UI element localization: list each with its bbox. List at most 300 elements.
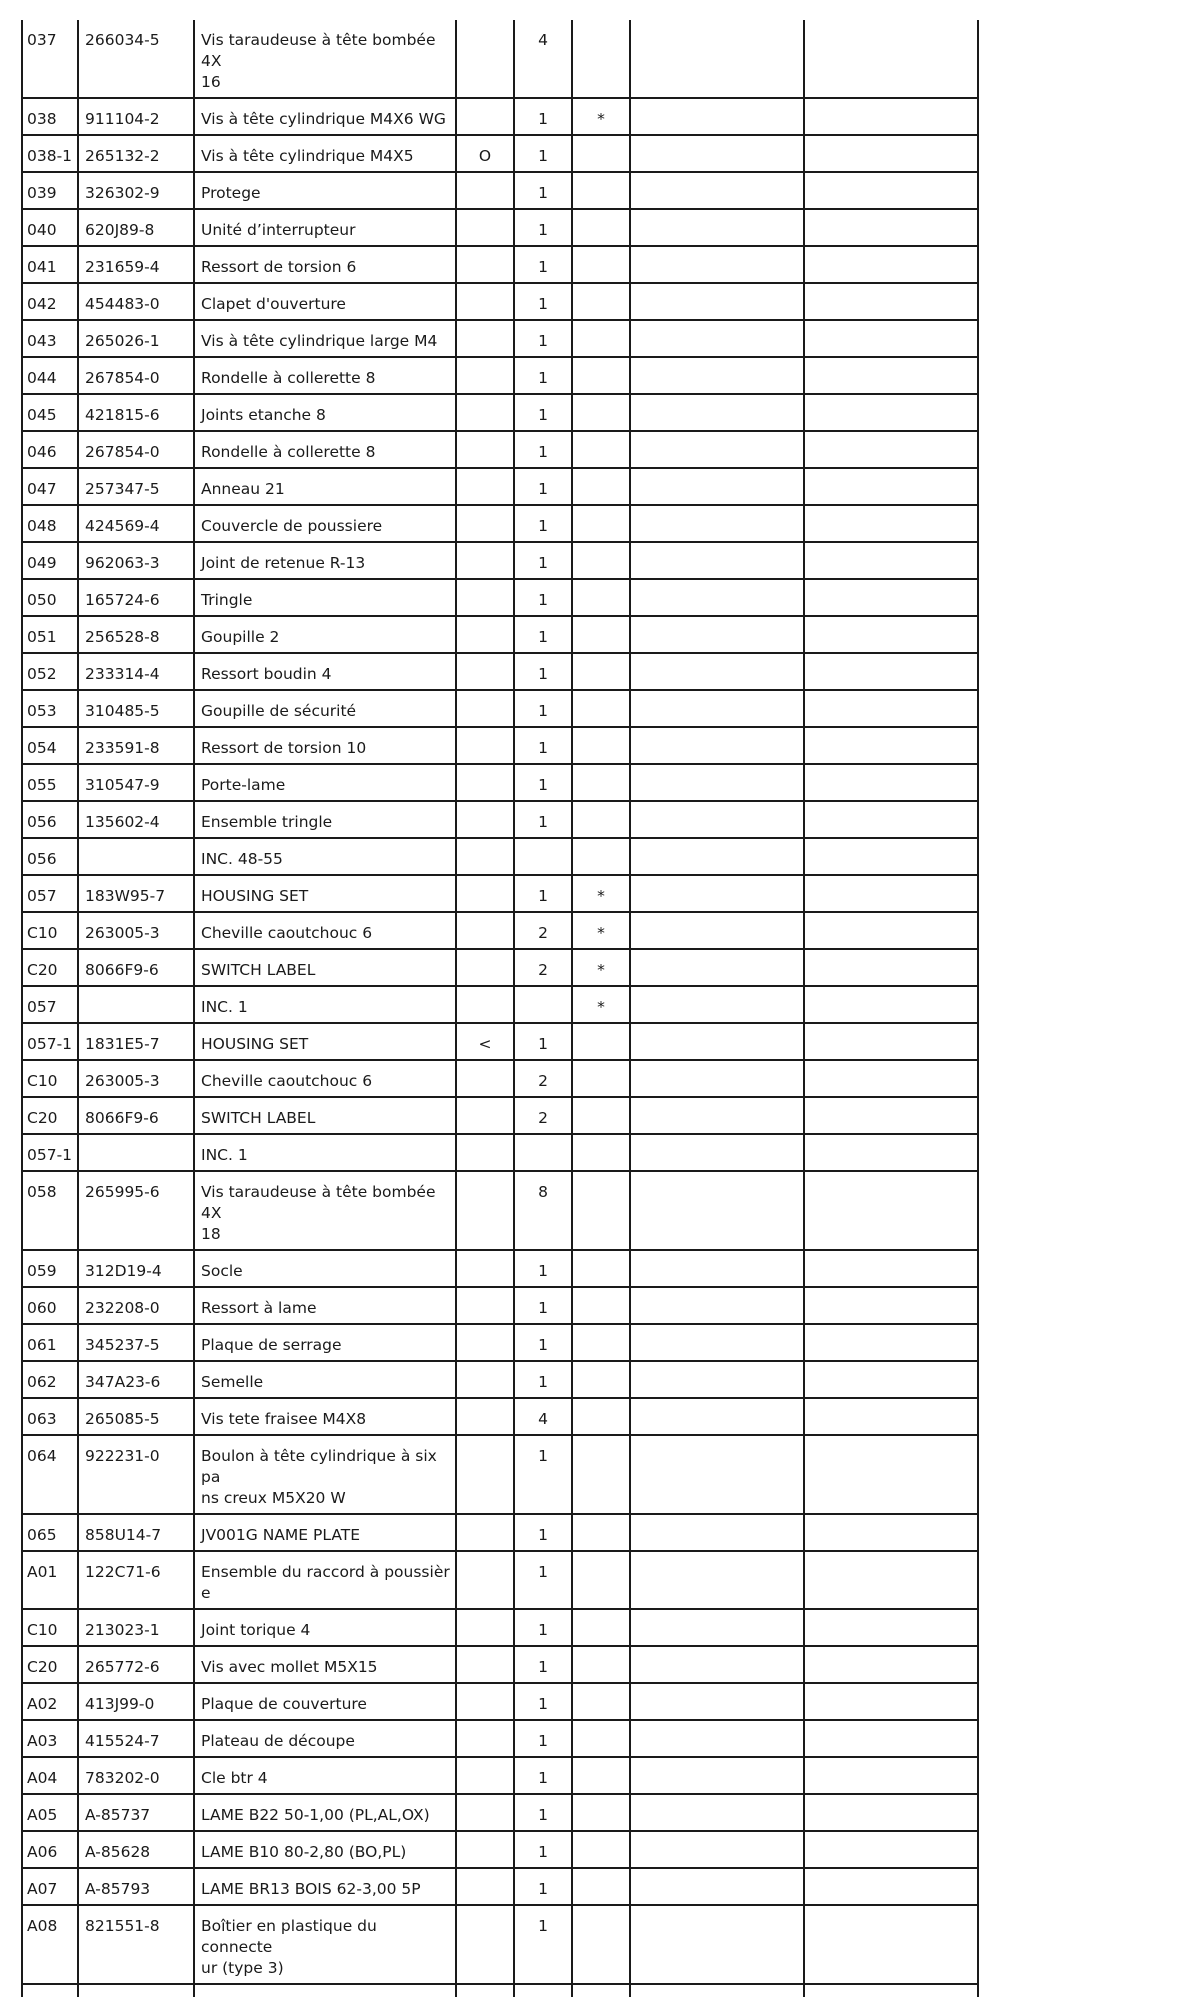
table-row [22, 1287, 978, 1324]
mark-cell [572, 1324, 630, 1361]
mark-cell [572, 1435, 630, 1514]
ref-cell: 056 [22, 801, 78, 838]
note-cell: O [456, 135, 514, 172]
quantity-cell: 1 [514, 1250, 572, 1287]
quantity-cell: 1 [514, 1551, 572, 1609]
blank-cell [804, 98, 978, 135]
part-number-cell: 232208-0 [78, 1287, 194, 1324]
part-number-cell: 858U14-7 [78, 1514, 194, 1551]
ref-cell: 057 [22, 875, 78, 912]
blank-cell [630, 1435, 804, 1514]
quantity-cell: 1 [514, 431, 572, 468]
quantity-cell: 2 [514, 1060, 572, 1097]
ref-cell: 057-1 [22, 1134, 78, 1171]
blank-cell [804, 468, 978, 505]
blank-cell [630, 1398, 804, 1435]
description-cell: Goupille 2 [194, 616, 456, 653]
note-cell [456, 1720, 514, 1757]
note-cell [456, 690, 514, 727]
note-cell [456, 1831, 514, 1868]
description-cell: Vis à tête cylindrique M4X5 [194, 135, 456, 172]
description-cell: Joints etanche 8 [194, 394, 456, 431]
table-row [22, 1609, 978, 1646]
blank-cell [630, 1868, 804, 1905]
ref-cell: 058 [22, 1171, 78, 1250]
blank-cell [630, 875, 804, 912]
mark-cell [572, 468, 630, 505]
part-number-cell: 347A23-6 [78, 1361, 194, 1398]
part-number-cell: 265772-6 [78, 1646, 194, 1683]
part-number-cell: 922231-0 [78, 1435, 194, 1514]
table-row [22, 468, 978, 505]
table-row [22, 690, 978, 727]
blank-cell [804, 801, 978, 838]
mark-cell [572, 1398, 630, 1435]
ref-cell: A06 [22, 1831, 78, 1868]
blank-cell [804, 283, 978, 320]
part-number-cell: 265132-2 [78, 135, 194, 172]
part-number-cell: 326302-9 [78, 172, 194, 209]
note-cell [456, 1287, 514, 1324]
table-row [22, 727, 978, 764]
blank-cell [630, 283, 804, 320]
part-number-cell: 413J99-0 [78, 1683, 194, 1720]
continuation-cell [22, 1984, 78, 1997]
table-row [22, 616, 978, 653]
quantity-cell [514, 986, 572, 1023]
mark-cell [572, 542, 630, 579]
blank-cell [630, 1250, 804, 1287]
quantity-cell: 1 [514, 468, 572, 505]
blank-cell [630, 1794, 804, 1831]
table-row [22, 172, 978, 209]
parts-table [21, 20, 979, 1997]
note-cell [456, 1324, 514, 1361]
mark-cell [572, 283, 630, 320]
quantity-cell: 1 [514, 653, 572, 690]
table-row [22, 653, 978, 690]
blank-cell [804, 1250, 978, 1287]
ref-cell: C20 [22, 1097, 78, 1134]
mark-cell [572, 1250, 630, 1287]
description-cell: HOUSING SET [194, 875, 456, 912]
ref-cell: 045 [22, 394, 78, 431]
blank-cell [804, 1609, 978, 1646]
blank-cell [630, 394, 804, 431]
part-number-cell: 415524-7 [78, 1720, 194, 1757]
note-cell [456, 616, 514, 653]
mark-cell [572, 653, 630, 690]
note-cell [456, 1551, 514, 1609]
description-cell: INC. 1 [194, 986, 456, 1023]
blank-cell [630, 653, 804, 690]
note-cell [456, 912, 514, 949]
mark-cell [572, 209, 630, 246]
part-number-cell: 231659-4 [78, 246, 194, 283]
mark-cell [572, 1134, 630, 1171]
ref-cell: 041 [22, 246, 78, 283]
ref-cell: 062 [22, 1361, 78, 1398]
quantity-cell: 1 [514, 1683, 572, 1720]
ref-cell: 056 [22, 838, 78, 875]
description-cell: Vis tete fraisee M4X8 [194, 1398, 456, 1435]
quantity-cell: 1 [514, 394, 572, 431]
part-number-cell: 266034-5 [78, 20, 194, 98]
description-cell: Rondelle à collerette 8 [194, 357, 456, 394]
mark-cell [572, 1757, 630, 1794]
mark-cell [572, 1023, 630, 1060]
table-row [22, 135, 978, 172]
note-cell [456, 764, 514, 801]
blank-cell [804, 1435, 978, 1514]
ref-cell: A05 [22, 1794, 78, 1831]
ref-cell: 043 [22, 320, 78, 357]
description-cell: Ressort à lame [194, 1287, 456, 1324]
blank-cell [630, 1683, 804, 1720]
part-number-cell: 135602-4 [78, 801, 194, 838]
ref-cell: 061 [22, 1324, 78, 1361]
table-row [22, 1514, 978, 1551]
ref-cell: C10 [22, 1060, 78, 1097]
blank-cell [804, 579, 978, 616]
description-cell: SWITCH LABEL [194, 1097, 456, 1134]
blank-cell [630, 1134, 804, 1171]
part-number-cell: 183W95-7 [78, 875, 194, 912]
ref-cell: 064 [22, 1435, 78, 1514]
blank-cell [804, 690, 978, 727]
blank-cell [804, 616, 978, 653]
description-cell: Couvercle de poussiere [194, 505, 456, 542]
mark-cell [572, 320, 630, 357]
note-cell [456, 986, 514, 1023]
blank-cell [630, 357, 804, 394]
quantity-cell: 1 [514, 172, 572, 209]
continuation-cell [804, 1984, 978, 1997]
quantity-cell: 1 [514, 1287, 572, 1324]
table-row [22, 320, 978, 357]
description-cell: Ressort de torsion 6 [194, 246, 456, 283]
description-cell: Boulon à tête cylindrique à six pa ns creux M5X20 W [194, 1435, 456, 1514]
description-cell: Unité d’interrupteur [194, 209, 456, 246]
blank-cell [630, 468, 804, 505]
blank-cell [804, 838, 978, 875]
table-row [22, 542, 978, 579]
mark-cell [572, 1171, 630, 1250]
note-cell [456, 875, 514, 912]
mark-cell [572, 431, 630, 468]
mark-cell [572, 616, 630, 653]
mark-cell [572, 246, 630, 283]
part-number-cell: 783202-0 [78, 1757, 194, 1794]
continuation-cell [514, 1984, 572, 1997]
part-number-cell: 310485-5 [78, 690, 194, 727]
table-row [22, 1134, 978, 1171]
part-number-cell: 8066F9-6 [78, 949, 194, 986]
blank-cell [804, 1287, 978, 1324]
mark-cell: * [572, 98, 630, 135]
description-cell: Vis avec mollet M5X15 [194, 1646, 456, 1683]
quantity-cell: 1 [514, 1794, 572, 1831]
table-row [22, 1171, 978, 1250]
table-row [22, 912, 978, 949]
table-row [22, 1097, 978, 1134]
blank-cell [804, 1398, 978, 1435]
part-number-cell: 213023-1 [78, 1609, 194, 1646]
quantity-cell: 1 [514, 1023, 572, 1060]
description-cell: Joint de retenue R-13 [194, 542, 456, 579]
blank-cell [804, 653, 978, 690]
note-cell [456, 727, 514, 764]
table-row [22, 1646, 978, 1683]
blank-cell [804, 320, 978, 357]
mark-cell [572, 579, 630, 616]
table-row [22, 1757, 978, 1794]
mark-cell: * [572, 912, 630, 949]
quantity-cell: 1 [514, 1324, 572, 1361]
blank-cell [630, 1646, 804, 1683]
blank-cell [630, 1324, 804, 1361]
quantity-cell: 1 [514, 764, 572, 801]
note-cell [456, 1435, 514, 1514]
description-cell: Semelle [194, 1361, 456, 1398]
mark-cell [572, 1361, 630, 1398]
quantity-cell: 1 [514, 1646, 572, 1683]
continuation-cell [194, 1984, 456, 1997]
quantity-cell: 1 [514, 320, 572, 357]
quantity-cell: 1 [514, 135, 572, 172]
note-cell [456, 1609, 514, 1646]
quantity-cell: 1 [514, 1757, 572, 1794]
quantity-cell: 1 [514, 209, 572, 246]
description-cell: Cheville caoutchouc 6 [194, 1060, 456, 1097]
description-cell: Plateau de découpe [194, 1720, 456, 1757]
description-cell: HOUSING SET [194, 1023, 456, 1060]
mark-cell [572, 135, 630, 172]
blank-cell [630, 1171, 804, 1250]
quantity-cell: 2 [514, 1097, 572, 1134]
blank-cell [804, 1794, 978, 1831]
quantity-cell: 8 [514, 1171, 572, 1250]
mark-cell [572, 357, 630, 394]
quantity-cell: 4 [514, 1398, 572, 1435]
note-cell [456, 209, 514, 246]
blank-cell [804, 1905, 978, 1984]
note-cell [456, 1905, 514, 1984]
continuation-cell [78, 1984, 194, 1997]
mark-cell: * [572, 949, 630, 986]
blank-cell [630, 542, 804, 579]
ref-cell: C20 [22, 1646, 78, 1683]
ref-cell: 039 [22, 172, 78, 209]
ref-cell: 053 [22, 690, 78, 727]
blank-cell [630, 1609, 804, 1646]
blank-cell [804, 1134, 978, 1171]
part-number-cell: 310547-9 [78, 764, 194, 801]
note-cell [456, 431, 514, 468]
ref-cell: 051 [22, 616, 78, 653]
mark-cell [572, 1720, 630, 1757]
blank-cell [804, 394, 978, 431]
ref-cell: 060 [22, 1287, 78, 1324]
mark-cell [572, 1683, 630, 1720]
blank-cell [804, 1720, 978, 1757]
mark-cell [572, 1514, 630, 1551]
table-row [22, 98, 978, 135]
description-cell: Cheville caoutchouc 6 [194, 912, 456, 949]
mark-cell [572, 1609, 630, 1646]
quantity-cell: 1 [514, 283, 572, 320]
table-row [22, 1831, 978, 1868]
mark-cell [572, 394, 630, 431]
note-cell [456, 468, 514, 505]
part-number-cell: 265026-1 [78, 320, 194, 357]
blank-cell [630, 172, 804, 209]
description-cell: Porte-lame [194, 764, 456, 801]
description-cell: Rondelle à collerette 8 [194, 431, 456, 468]
ref-cell: 038-1 [22, 135, 78, 172]
quantity-cell: 1 [514, 579, 572, 616]
quantity-cell: 1 [514, 1720, 572, 1757]
note-cell [456, 1646, 514, 1683]
blank-cell [804, 1514, 978, 1551]
ref-cell: 038 [22, 98, 78, 135]
description-cell: Ensemble du raccord à poussièr e [194, 1551, 456, 1609]
ref-cell: 057 [22, 986, 78, 1023]
table-row [22, 1905, 978, 1984]
quantity-cell: 1 [514, 1609, 572, 1646]
ref-cell: 046 [22, 431, 78, 468]
table-row [22, 1435, 978, 1514]
quantity-cell: 1 [514, 1905, 572, 1984]
part-number-cell: 263005-3 [78, 1060, 194, 1097]
quantity-cell: 1 [514, 1868, 572, 1905]
blank-cell [630, 209, 804, 246]
table-row [22, 1794, 978, 1831]
part-number-cell: 8066F9-6 [78, 1097, 194, 1134]
part-number-cell: 345237-5 [78, 1324, 194, 1361]
note-cell [456, 1757, 514, 1794]
blank-cell [630, 1514, 804, 1551]
note-cell [456, 246, 514, 283]
note-cell: < [456, 1023, 514, 1060]
table-row [22, 357, 978, 394]
table-row [22, 283, 978, 320]
part-number-cell: 165724-6 [78, 579, 194, 616]
part-number-cell [78, 1134, 194, 1171]
blank-cell [804, 1171, 978, 1250]
mark-cell [572, 690, 630, 727]
description-cell: Vis taraudeuse à tête bombée 4X 16 [194, 20, 456, 98]
table-row [22, 1720, 978, 1757]
mark-cell [572, 1868, 630, 1905]
table-row [22, 949, 978, 986]
part-number-cell: 1831E5-7 [78, 1023, 194, 1060]
table-row [22, 801, 978, 838]
description-cell: Vis à tête cylindrique large M4 [194, 320, 456, 357]
part-number-cell: A-85793 [78, 1868, 194, 1905]
note-cell [456, 1514, 514, 1551]
blank-cell [804, 172, 978, 209]
mark-cell [572, 1287, 630, 1324]
part-number-cell: 821551-8 [78, 1905, 194, 1984]
note-cell [456, 1134, 514, 1171]
blank-cell [804, 1646, 978, 1683]
quantity-cell: 1 [514, 1435, 572, 1514]
ref-cell: 052 [22, 653, 78, 690]
blank-cell [630, 1060, 804, 1097]
quantity-cell: 1 [514, 1831, 572, 1868]
description-cell: LAME B10 80-2,80 (BO,PL) [194, 1831, 456, 1868]
table-row [22, 1398, 978, 1435]
description-cell: Vis taraudeuse à tête bombée 4X 18 [194, 1171, 456, 1250]
note-cell [456, 1361, 514, 1398]
table-row [22, 579, 978, 616]
description-cell: INC. 48-55 [194, 838, 456, 875]
quantity-cell: 1 [514, 801, 572, 838]
blank-cell [630, 135, 804, 172]
note-cell [456, 283, 514, 320]
table-row [22, 875, 978, 912]
part-number-cell: 122C71-6 [78, 1551, 194, 1609]
quantity-cell: 1 [514, 98, 572, 135]
table-row [22, 986, 978, 1023]
continuation-cell [630, 1984, 804, 1997]
note-cell [456, 579, 514, 616]
description-cell: Boîtier en plastique du connecte ur (type 3) [194, 1905, 456, 1984]
blank-cell [804, 949, 978, 986]
part-number-cell: 233591-8 [78, 727, 194, 764]
mark-cell [572, 838, 630, 875]
table-row [22, 764, 978, 801]
blank-cell [804, 1683, 978, 1720]
description-cell: Tringle [194, 579, 456, 616]
quantity-cell: 1 [514, 1514, 572, 1551]
table-row [22, 1060, 978, 1097]
continuation-cell [456, 1984, 514, 1997]
blank-cell [630, 1831, 804, 1868]
table-row [22, 1023, 978, 1060]
blank-cell [630, 1551, 804, 1609]
mark-cell [572, 764, 630, 801]
ref-cell: C20 [22, 949, 78, 986]
note-cell [456, 172, 514, 209]
mark-cell [572, 1646, 630, 1683]
ref-cell: A04 [22, 1757, 78, 1794]
continuation-cell [572, 1984, 630, 1997]
blank-cell [804, 1868, 978, 1905]
mark-cell [572, 1905, 630, 1984]
note-cell [456, 357, 514, 394]
blank-cell [804, 209, 978, 246]
blank-cell [630, 579, 804, 616]
blank-cell [630, 764, 804, 801]
blank-cell [804, 912, 978, 949]
description-cell: Ressort de torsion 10 [194, 727, 456, 764]
blank-cell [804, 1551, 978, 1609]
ref-cell: C10 [22, 912, 78, 949]
blank-cell [630, 1287, 804, 1324]
note-cell [456, 653, 514, 690]
mark-cell [572, 1551, 630, 1609]
ref-cell: 044 [22, 357, 78, 394]
table-row [22, 1250, 978, 1287]
part-number-cell [78, 838, 194, 875]
description-cell: Socle [194, 1250, 456, 1287]
ref-cell: 042 [22, 283, 78, 320]
quantity-cell: 1 [514, 357, 572, 394]
ref-cell: 065 [22, 1514, 78, 1551]
part-number-cell: 257347-5 [78, 468, 194, 505]
